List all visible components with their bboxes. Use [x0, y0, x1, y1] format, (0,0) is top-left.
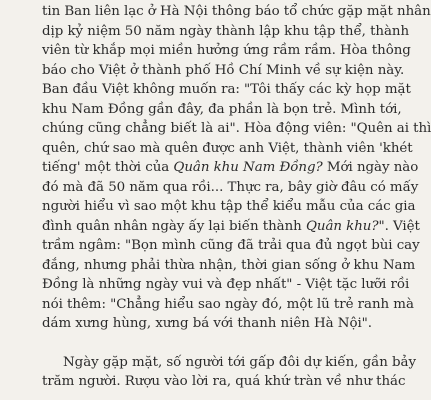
italic-run: Quân khu?	[305, 218, 379, 234]
text-line: tin Ban liên lạc ở Hà Nội thông báo tổ chức gặp mặt nhân	[42, 4, 431, 19]
text-line: khu Nam Đồng gần đây, đa phần là bọn trẻ. Mình tới,	[42, 101, 402, 117]
text-line: dám xưng hùng, xưng bá với thanh niên Hà Nội".	[42, 316, 373, 331]
text-run: Mới ngày nào	[322, 160, 419, 175]
text-line: nói thêm: "Chẳng hiểu sao ngày đó, một lũ trẻ ranh mà	[42, 296, 414, 312]
text-run: đình quân nhân ngày ấy lại biến thành	[42, 218, 306, 234]
paragraph-gap	[42, 334, 370, 353]
text-line: báo cho Việt ở thành phố Hồ Chí Minh về sự kiện này.	[42, 62, 405, 78]
text-run: ". Việt	[378, 218, 420, 234]
text-line: dịp kỷ niệm 50 năm ngày thành lập khu tập thể, thành	[42, 23, 410, 39]
italic-run: Quân khu Nam Đồng?	[173, 160, 323, 175]
paragraph-1	[42, 2, 431, 334]
text-line: Ban đầu Việt không muốn ra: "Tôi thấy các kỳ họp mặt	[42, 82, 411, 97]
text-line: người hiểu vì sao một khu tập thể kiểu mẫu của các gia	[42, 199, 416, 214]
text-line: đắng, nhưng phải thừa nhận, thời gian sống ở khu Nam	[42, 257, 416, 273]
text-line: chúng cũng chẳng biết là ai". Hòa động viên: "Quên ai thì	[42, 121, 431, 136]
text-line: đó mà đã 50 năm qua rồi... Thực ra, bây giờ đâu có mấy	[42, 179, 419, 195]
paragraph-2	[42, 353, 417, 392]
text-line: viên từ khắp mọi miền hưởng ứng rầm rầm. Hòa thông	[42, 43, 411, 58]
text-line: Đồng là những ngày vui và đẹp nhất" - Việt tặc lưỡi rồi	[42, 277, 410, 292]
text-line	[42, 158, 419, 178]
text-line	[42, 217, 420, 237]
text-line: Ngày gặp mặt, số người tới gấp đôi dự kiến, gần bảy	[63, 354, 417, 370]
text-line: quên, chứ sao mà quên được anh Việt, thành viên 'khét	[42, 140, 413, 156]
text-run: tiếng' một thời của	[42, 160, 174, 175]
text-line: trầm ngâm: "Bọn mình cũng đã trải qua đủ ngọt bùi cay	[42, 238, 420, 253]
text-line: trăm người. Rượu vào lời ra, quá khứ tràn về như thác	[42, 374, 406, 389]
